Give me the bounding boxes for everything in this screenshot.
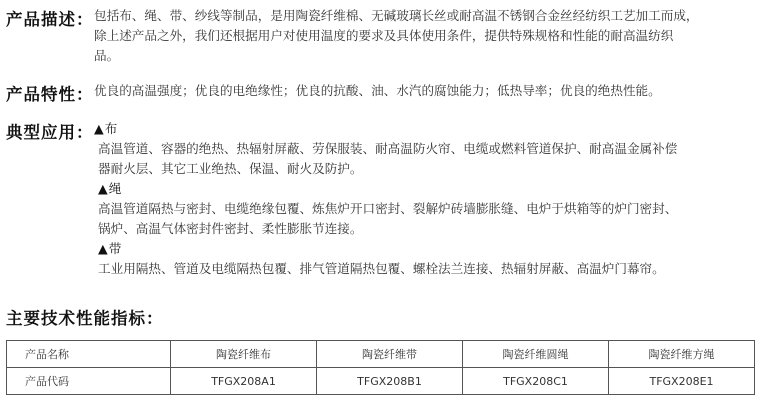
- specs-table: [6, 340, 755, 395]
- application-title: ▲布: [94, 119, 117, 139]
- table-row: [7, 368, 755, 395]
- table-cell: TFGX208E1: [609, 368, 755, 395]
- features-heading: 产品特性：: [6, 85, 94, 104]
- specs-heading: 主要技术性能指标：: [6, 309, 164, 328]
- table-cell: TFGX208A1: [171, 368, 317, 395]
- description-text: [94, 6, 699, 66]
- application-line: 工业用隔热、管道及电缆隔热包覆、排气管道隔热包覆、螺栓法兰连接、热辐射屏蔽、高温炉门幕帘。: [98, 261, 665, 276]
- application-line: 锅炉、高温气体密封件密封、柔性膨胀节连接。: [98, 221, 363, 236]
- applications-section: [6, 119, 754, 284]
- description-heading: 产品描述：: [6, 10, 94, 29]
- features-line: 优良的高温强度；优良的电绝缘性；优良的抗酸、油、水汽的腐蚀能力；低热导率；优良的绝热性能。: [94, 83, 661, 98]
- application-cloth: [94, 119, 117, 139]
- triangle-marker-icon: ▲: [98, 181, 108, 196]
- application-title: ▲带: [98, 239, 665, 259]
- table-cell: 陶瓷纤维方绳: [609, 341, 755, 368]
- table-row: [7, 341, 755, 368]
- application-line: 高温管道隔热与密封、电缆绝缘包覆、炼焦炉开口密封、裂解炉砖墙膨胀缝、电炉于烘箱等的炉门密封、: [98, 201, 678, 216]
- application-line: 高温管道、容器的绝热、热辐射屏蔽、劳保服装、耐高温防火帘、电缆或燃料管道保护、耐高温金属补偿: [98, 141, 678, 156]
- application-title: ▲绳: [98, 179, 677, 199]
- table-cell: 陶瓷纤维布: [171, 341, 317, 368]
- description-line: 品。: [94, 48, 120, 63]
- application-rope: [98, 179, 677, 239]
- features-section: [6, 81, 754, 105]
- applications-heading: 典型应用：: [6, 123, 94, 142]
- table-cell: 产品名称: [7, 341, 171, 368]
- table-cell: 陶瓷纤维圆绳: [463, 341, 609, 368]
- description-line: 包括布、绳、带、纱线等制品，是用陶瓷纤维棉、无碱玻璃长丝或耐高温不锈钢合金丝经纺织工艺加工而成，: [94, 8, 699, 23]
- table-cell: 产品代码: [7, 368, 171, 395]
- application-tape: [98, 239, 665, 279]
- triangle-marker-icon: ▲: [98, 241, 108, 256]
- table-cell: TFGX208B1: [317, 368, 463, 395]
- application-cloth-text: [98, 139, 677, 179]
- features-text: [94, 81, 661, 101]
- description-section: [6, 6, 754, 66]
- table-cell: TFGX208C1: [463, 368, 609, 395]
- description-line: 除上述产品之外，我们还根据用户对使用温度的要求及具体使用条件，提供特殊规格和性能的耐高温纺织: [94, 28, 674, 43]
- triangle-marker-icon: ▲: [94, 121, 104, 136]
- application-line: 器耐火层、其它工业绝热、保温、耐火及防护。: [98, 161, 363, 176]
- table-cell: 陶瓷纤维带: [317, 341, 463, 368]
